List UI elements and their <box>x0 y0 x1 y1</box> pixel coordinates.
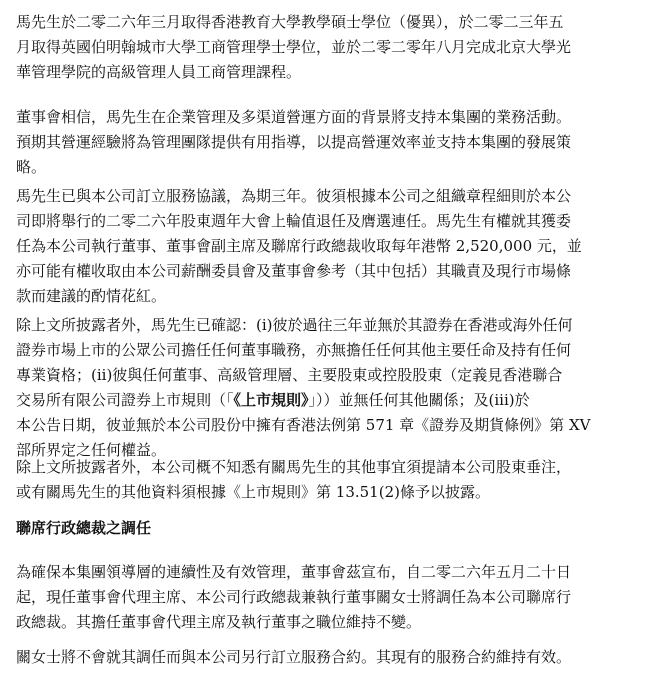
text-line: 起，現任董事會代理主席、本公司行政總裁兼執行董事關女士將調任為本公司聯席行 <box>16 588 572 606</box>
paragraph-redesignation <box>16 560 632 635</box>
text-line: 除上文所披露者外，本公司概不知悉有關馬先生的其他事宜須提請本公司股東垂注， <box>16 458 572 476</box>
paragraph-disclosure <box>16 455 632 505</box>
text-line: 略。 <box>16 158 47 176</box>
text-line: 董事會相信，馬先生在企業管理及多渠道營運方面的背景將支持本集團的業務活動。 <box>16 108 572 126</box>
text-line: 政總裁。其擔任董事會代理主席及執行董事之職位維持不變。 <box>16 613 422 631</box>
text-line: 或有關馬先生的其他資料須根據《上市規則》第 13.51(2)條予以披露。 <box>16 483 490 501</box>
text-line: 部所界定之任何權益。 <box>16 441 167 459</box>
text-line: 馬先生已與本公司訂立服務協議，為期三年。彼須根據本公司之組織章程細則於本公 <box>16 187 572 205</box>
defined-term: 《上市規則》 <box>233 391 309 409</box>
text-line: 關女士將不會就其調任而與本公司另行訂立服務合約。其現有的服務合約維持有效。 <box>16 648 572 666</box>
text-line: 交易所有限公司證券上市規則（「《上市規則》」））並無任何其他關係；及(iii)於 <box>16 391 530 409</box>
paragraph-service-contract <box>16 645 632 670</box>
text-line: 為確保本集團領導層的連續性及有效管理，董事會茲宣布，自二零二六年五月二十日 <box>16 563 572 581</box>
text-line: 司即將舉行的二零二六年股東週年大會上輪值退任及膺選連任。馬先生有權就其獲委 <box>16 212 572 230</box>
text-line: 除上文所披露者外，馬先生已確認：(i)彼於過往三年並無於其證券在香港或海外任何 <box>16 316 573 334</box>
text-line: 任為本公司執行董事、董事會副主席及聯席行政總裁收取每年港幣 2,520,000 元，並 <box>16 237 582 255</box>
text-line: 證券市場上市的公眾公司擔任任何董事職務，亦無擔任任何其他主要任命及持有任何 <box>16 341 572 359</box>
text-line: 專業資格；(ii)彼與任何董事、高級管理層、主要股東或控股股東（定義見香港聯合 <box>16 366 563 384</box>
text-line: 馬先生於二零二六年三月取得香港教育大學教學碩士學位（優異），於二零二三年五 <box>16 13 564 31</box>
paragraph-confirmation <box>16 313 632 463</box>
text-line: 華管理學院的高級管理人員工商管理課程。 <box>16 63 302 81</box>
text-line: 月取得英國伯明翰城市大學工商管理學士學位，並於二零二零年八月完成北京大學光 <box>16 38 572 56</box>
text-line: 款而建議的酌情花紅。 <box>16 287 167 305</box>
paragraph-service-agreement <box>16 184 632 309</box>
text-line: 亦可能有權收取由本公司薪酬委員會及董事會參考（其中包括）其職責及現行市場條 <box>16 262 572 280</box>
text-line: 本公告日期，彼並無於本公司股份中擁有香港法例第 571 章《證券及期貨條例》第 XV <box>16 416 591 434</box>
paragraph-education <box>16 10 632 85</box>
text-line: 預期其營運經驗將為管理團隊提供有用指導，以提高營運效率並支持本集團的發展策 <box>16 133 572 151</box>
section-heading: 聯席行政總裁之調任 <box>16 519 152 537</box>
paragraph-board-belief <box>16 105 632 180</box>
